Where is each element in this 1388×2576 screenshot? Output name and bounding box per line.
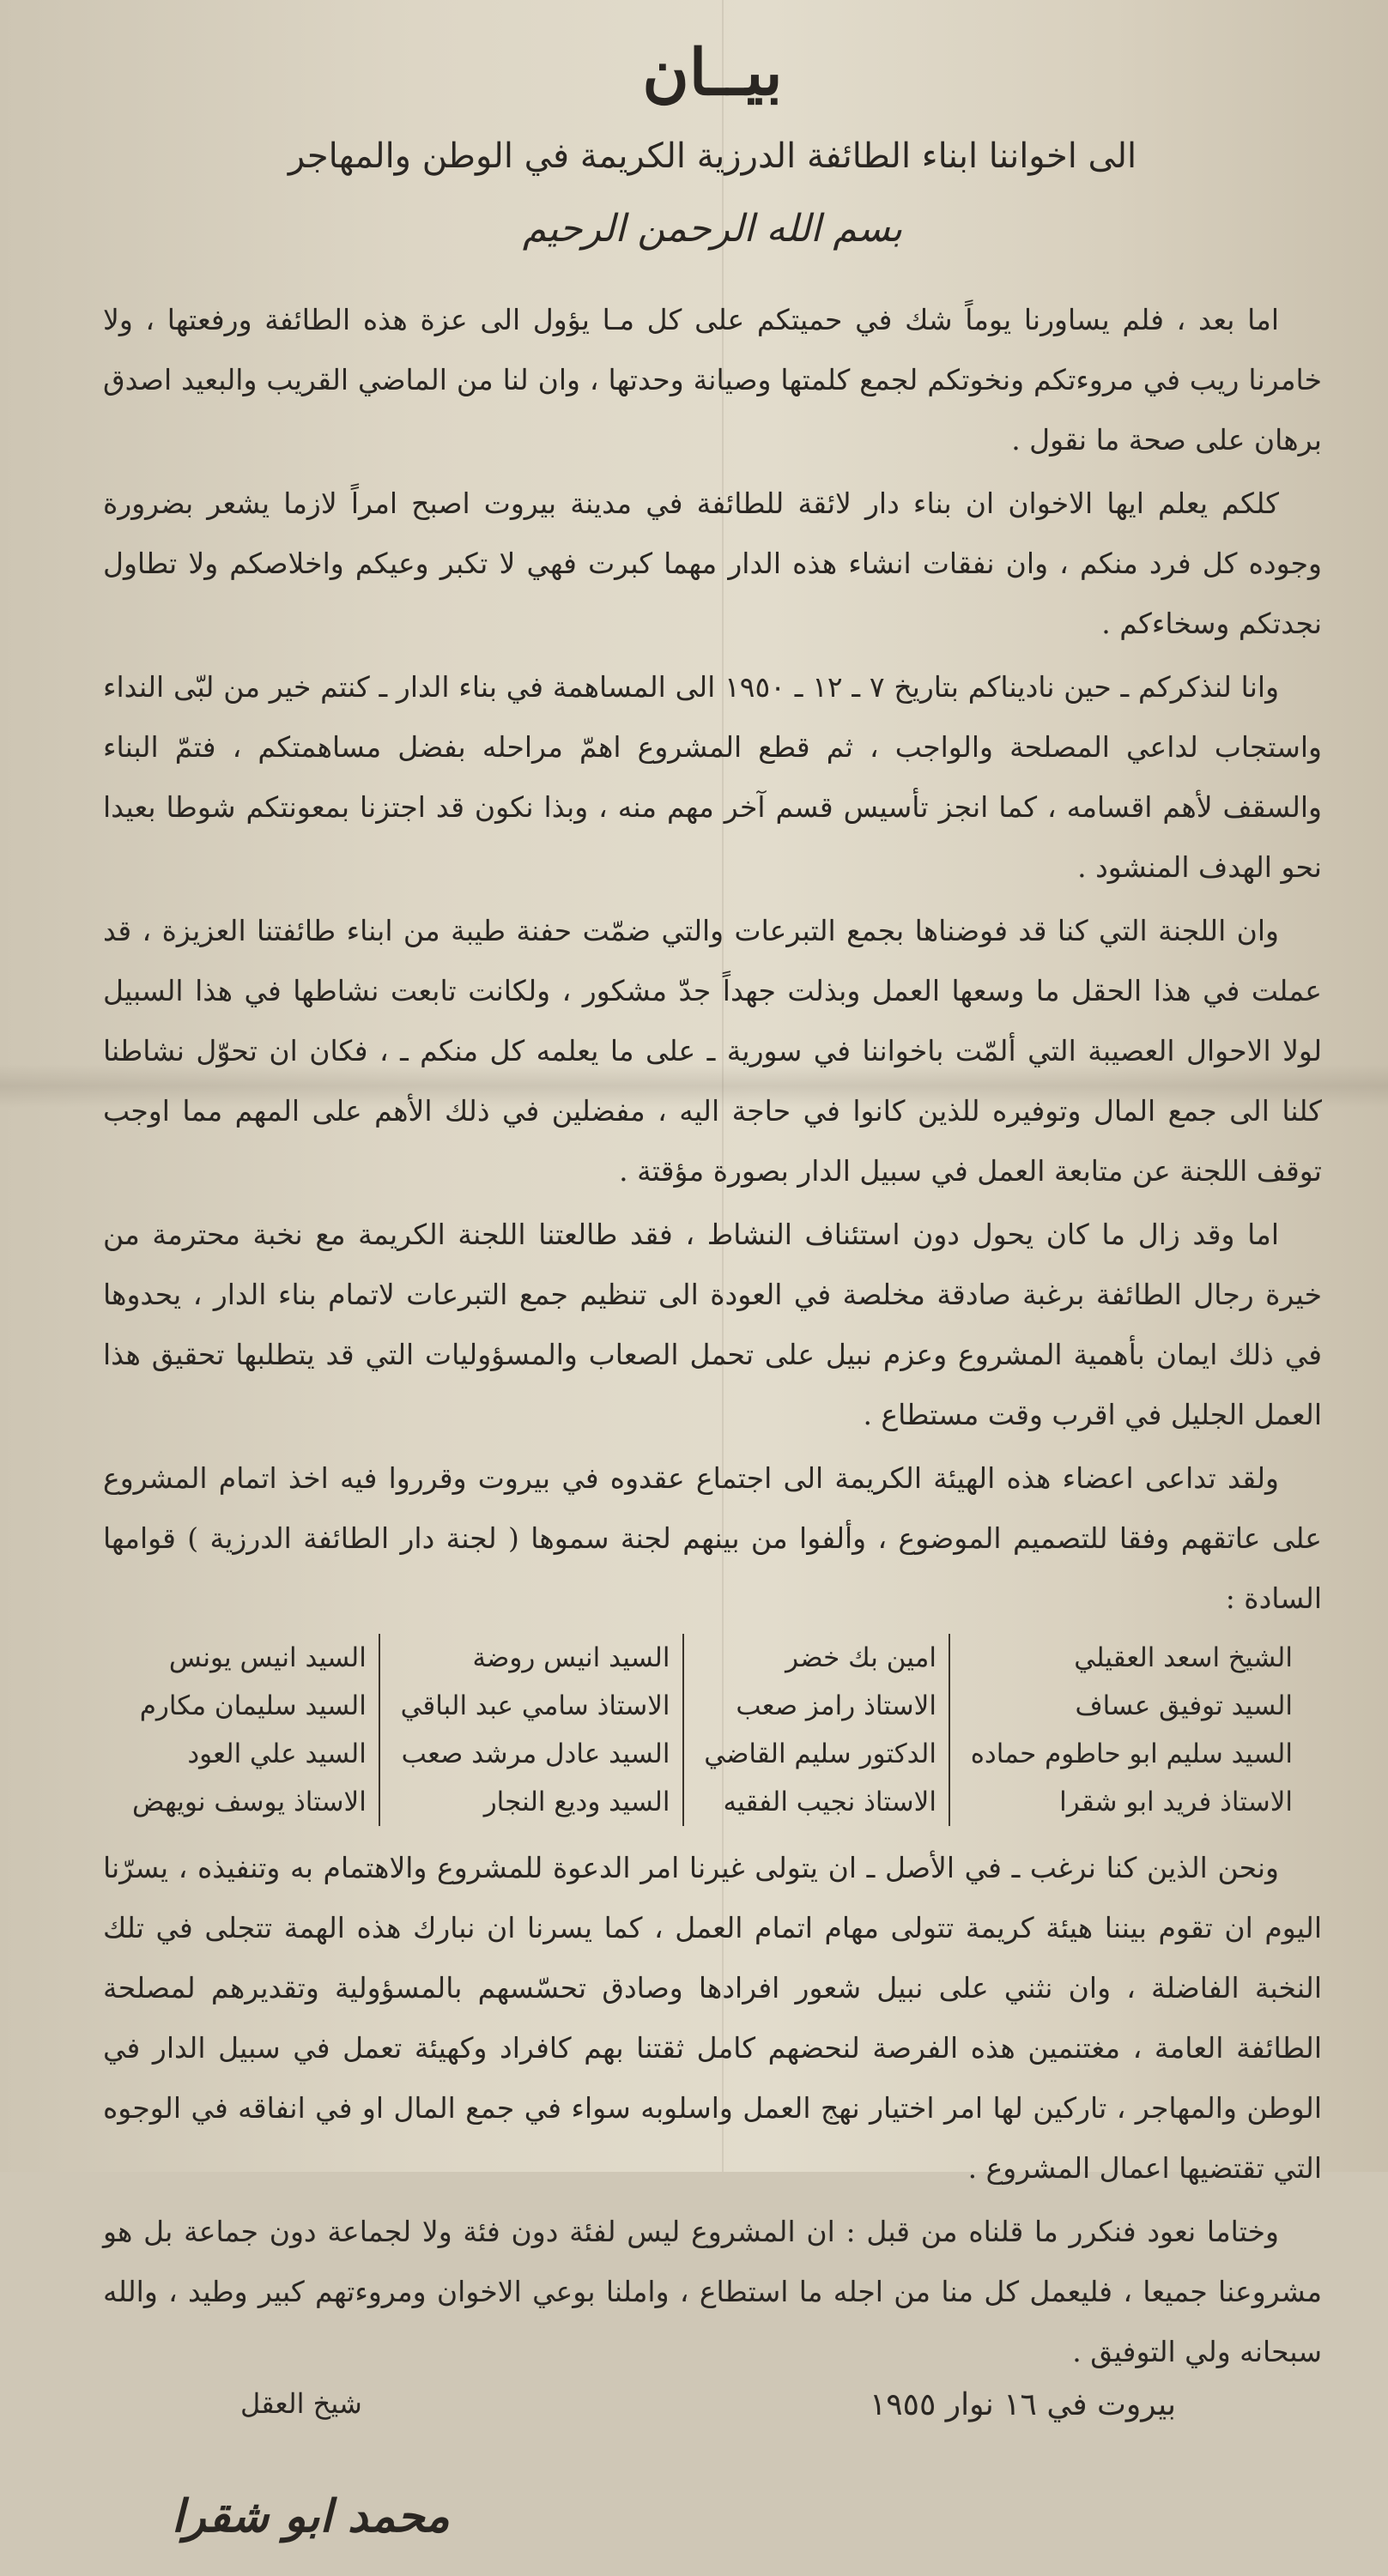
committee-member: الاستاذ رامز صعب bbox=[736, 1690, 936, 1721]
committee-member: السيد علي العود bbox=[187, 1738, 367, 1769]
statement-body bbox=[103, 290, 1322, 2382]
paragraph: كلكم يعلم ايها الاخوان ان بناء دار لائقة للطائفة في مدينة بيروت اصبح امراً لازما يشعر بضرورة وجوده كل فرد منكم ، وان نفقات انشاء هذه الدار مهما كبرت فهي لا تكبر وعيكم واخلاصكم ولا تطاول نجدتكم وسخاءكم . bbox=[103, 487, 1322, 640]
committee-member: الاستاذ فريد ابو شقرا bbox=[1059, 1787, 1293, 1817]
committee-member: الاستاذ يوسف نويهض bbox=[132, 1787, 367, 1817]
committee-member: السيد سليم ابو حاطوم حماده bbox=[970, 1738, 1293, 1769]
paragraph: وان اللجنة التي كنا قد فوضناها بجمع التبرعات والتي ضمّت حفنة طيبة من ابناء طائفتنا العزيزة ، قد عملت في هذا الحقل ما وسعها العمل وبذلت جهداً جدّ مشكور ، ولكانت تابعت نشاطها في هذا السبيل لولا الاحوال العصيبة التي ألمّت باخواننا في سورية ـ على ما يعلمه كل منكم ـ ، فكان ان تحوّل نشاطنا كلنا الى جمع المال وتوفيره للذين كانوا في حاجة اليه ، مفضلين في ذلك الأهم على المهم مما اوجب توقف اللجنة عن متابعة العمل في سبيل الدار بصورة مؤقتة . bbox=[103, 914, 1322, 1188]
committee-member: السيد سليمان مكارم bbox=[139, 1690, 367, 1721]
paragraph: ولقد تداعى اعضاء هذه الهيئة الكريمة الى اجتماع عقدوه في بيروت وقرروا فيه اخذ اتمام المشروع على عاتقهم وفقا للتصميم الموضوع ، وألفوا من بينهم لجنة سموها ( لجنة دار الطائفة الدرزية ) قوامها السادة : bbox=[103, 1461, 1322, 1615]
document-date: بيروت في ١٦ نوار ١٩٥٥ bbox=[869, 2387, 1176, 2422]
committee-member: الدكتور سليم القاضي bbox=[704, 1738, 936, 1769]
committee-member: السيد انيس يونس bbox=[168, 1642, 367, 1673]
document-subtitle: الى اخواننا ابناء الطائفة الدرزية الكريمة في الوطن والمهاجر bbox=[288, 136, 1137, 176]
document-footer bbox=[103, 2387, 1322, 2576]
committee-member: السيد توفيق عساف bbox=[1075, 1690, 1293, 1721]
committee-column bbox=[692, 1634, 950, 1826]
statement-document bbox=[103, 26, 1322, 2576]
committee-column bbox=[959, 1634, 1305, 1826]
committee-member: السيد عادل مرشد صعب bbox=[401, 1738, 670, 1769]
committee-column bbox=[120, 1634, 380, 1826]
paragraph: ونحن الذين كنا نرغب ـ في الأصل ـ ان يتولى غيرنا امر الدعوة للمشروع والاهتمام به وتنفيذه ، يسرّنا اليوم ان تقوم بيننا هيئة كريمة تتولى مهام اتمام العمل ، كما يسرنا ان نبارك هذه الهمة تتجلى في تلك النخبة الفاضلة ، وان نثني على نبيل شعور افرادها وصادق تحسّسهم بالمسؤولية وتقديرهم لمصلحة الطائفة العامة ، مغتنمين هذه الفرصة لنحضهم كامل ثقتنا بهم كافراد وكهيئة تعمل في سبيل الدار في الوطن والمهاجر ، تاركين لها امر اختيار نهج العمل واسلوبه سواء في جمع المال او في انفاقه في الوجوه التي تقتضيها اعمال المشروع . bbox=[103, 1851, 1322, 2185]
committee-column bbox=[389, 1634, 684, 1826]
committee-member: امين بك خضر bbox=[785, 1642, 936, 1673]
committee-member: الاستاذ سامي عبد الباقي bbox=[400, 1690, 670, 1721]
signature-title: شيخ العقل bbox=[240, 2387, 362, 2420]
signature: محمد ابو شقرا bbox=[172, 2490, 450, 2543]
committee-member: الاستاذ نجيب الفقيه bbox=[723, 1787, 936, 1817]
committee-member: السيد وديع النجار bbox=[483, 1787, 670, 1817]
paragraph: وانا لنذكركم ـ حين ناديناكم بتاريخ ٧ ـ ١٢ ـ ١٩٥٠ الى المساهمة في بناء الدار ـ كنتم خير من لبّى النداء واستجاب لداعي المصلحة والواجب ، ثم قطع المشروع اهمّ مراحله بفضل مساهمتكم ، فتمّ البناء والسقف لأهم اقسامه ، كما انجز تأسيس قسم آخر مهم منه ، وبذا نكون قد اجتزنا بمعونتكم شوطا بعيدا نحو الهدف المنشود . bbox=[103, 670, 1322, 884]
committee-member: الشيخ اسعد العقيلي bbox=[1074, 1642, 1293, 1673]
committee-names bbox=[120, 1634, 1305, 1826]
document-title: بيــان bbox=[642, 36, 783, 110]
paragraph: اما وقد زال ما كان يحول دون استئناف النشاط ، فقد طالعتنا اللجنة الكريمة مع نخبة محترمة من خيرة رجال الطائفة برغبة صادقة مخلصة في العودة الى تنظيم جمع التبرعات لاتمام بناء الدار ، يحدوها في ذلك ايمان بأهمية المشروع وعزم نبيل على تحمل الصعاب والمسؤوليات التي قد يتطلبها تحقيق هذا العمل الجليل في اقرب وقت مستطاع . bbox=[103, 1218, 1322, 1431]
paragraph: وختاما نعود فنكرر ما قلناه من قبل : ان المشروع ليس لفئة دون فئة ولا لجماعة دون جماعة بل هو مشروعنا جميعا ، فليعمل كل منا من اجله ما استطاع ، واملنا بوعي الاخوان ومروءتهم كبير وطيد ، والله سبحانه ولي التوفيق . bbox=[103, 2215, 1322, 2368]
committee-member: السيد انيس روضة bbox=[472, 1642, 670, 1673]
basmala: بسم الله الرحمن الرحيم bbox=[522, 207, 903, 251]
paragraph: اما بعد ، فلم يساورنا يوماً شك في حميتكم على كل مـا يؤول الى عزة هذه الطائفة ورفعتها ، ولا خامرنا ريب في مروءتكم ونخوتكم لجمع كلمتها وصيانة وحدتها ، وان لنا من الماضي القريب والبعيد اصدق برهان على صحة ما نقول . bbox=[103, 303, 1322, 457]
